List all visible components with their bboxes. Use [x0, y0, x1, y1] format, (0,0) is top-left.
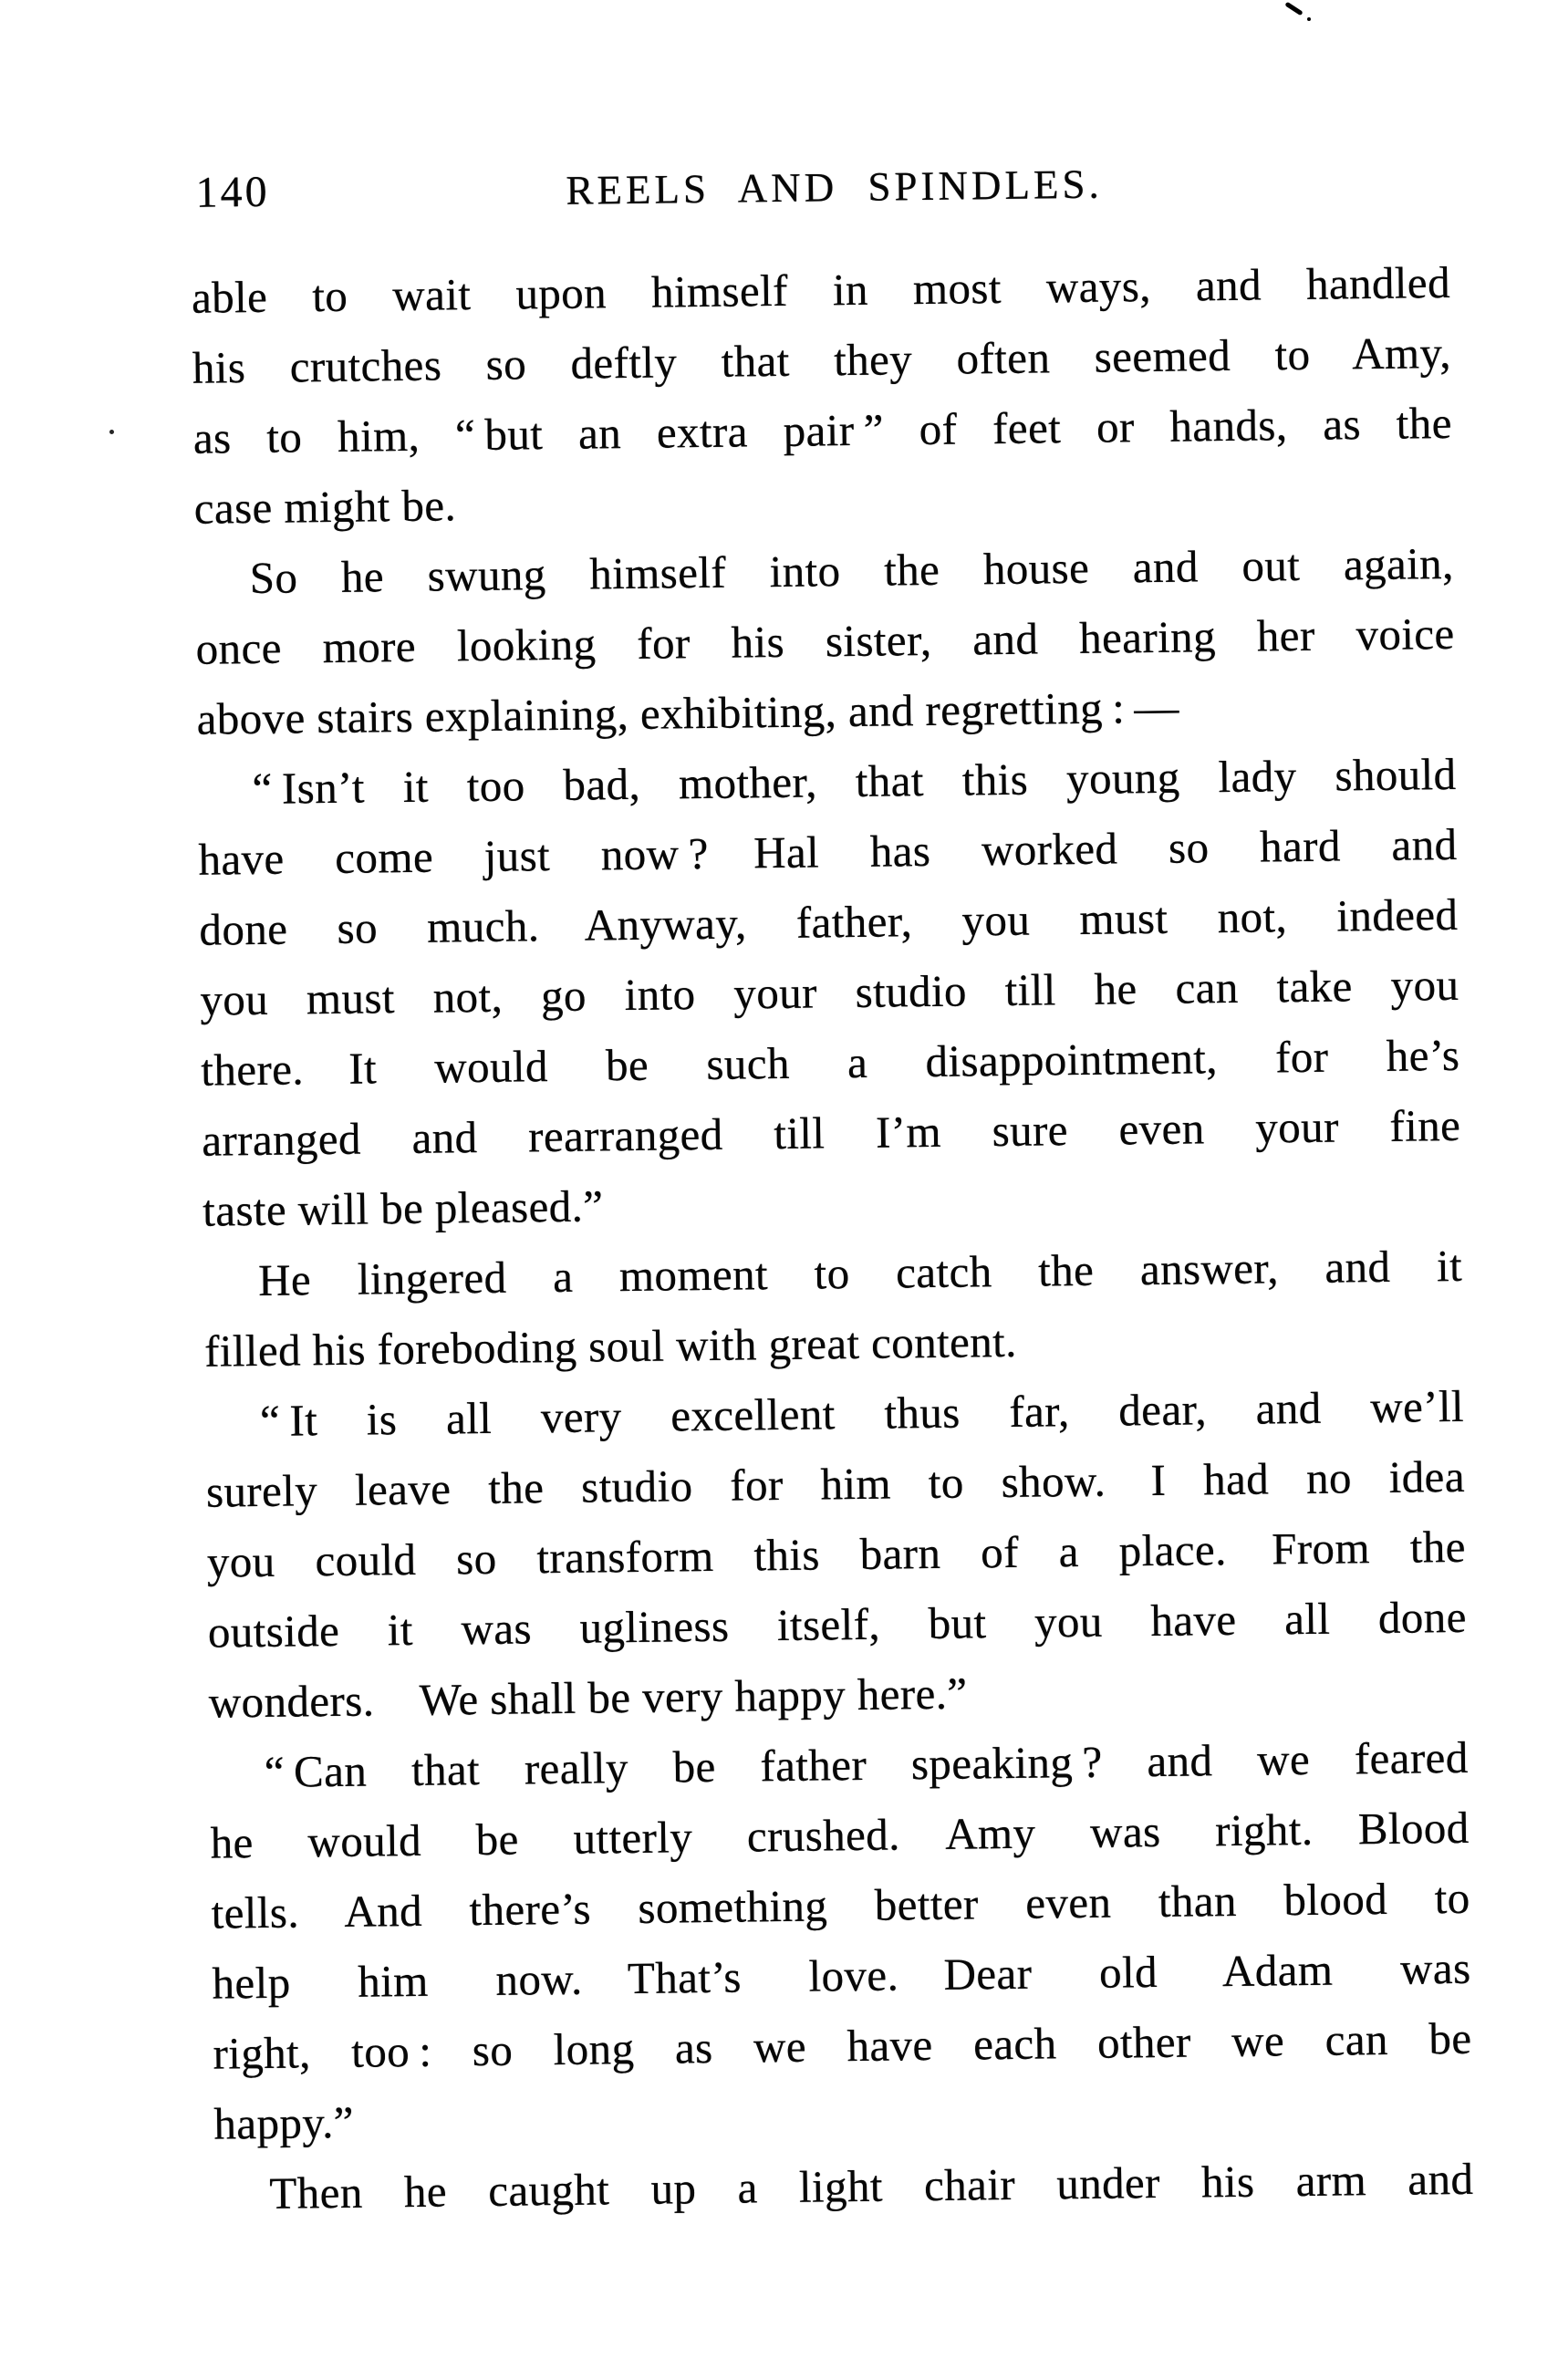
text-line: arranged and rearranged till I’m sure even your fine	[201, 1099, 1461, 1166]
text-line: you must not, go into your studio till he can take you	[200, 959, 1459, 1025]
text-line: So he swung himself into the house and out again,	[249, 537, 1454, 604]
text-line: filled his foreboding soul with great content.	[203, 1315, 1018, 1377]
scan-artifact-dot	[1307, 17, 1311, 21]
text-line: wonders. We shall be very happy here.”	[208, 1668, 968, 1728]
text-line: you could so transform this barn of a place. From the	[206, 1521, 1467, 1587]
text-line: tells. And there’s something better even than blood to	[211, 1872, 1470, 1938]
text-line: Then he caught up a light chair under his arm and	[269, 2153, 1474, 2219]
page-header	[190, 154, 1449, 221]
text-line: as to him, “ but an extra pair ” of feet or hands, as the	[192, 397, 1453, 463]
text-line: “ Isn’t it too bad, mother, that this young lady should	[252, 748, 1457, 815]
text-line: have come just now ? Hal has worked so hard and	[198, 818, 1458, 885]
text-line: his crutches so deftly that they often seemed to Amy,	[192, 327, 1452, 393]
text-line: “ Can that really be father speaking ? and we feared	[264, 1731, 1469, 1797]
scan-artifact-dot	[109, 430, 114, 434]
text-line: able to wait upon himself in most ways, and handled	[191, 256, 1451, 323]
text-line: happy.”	[213, 2096, 355, 2149]
text-line: He lingered a moment to catch the answer, and it	[257, 1240, 1463, 1305]
text-line: surely leave the studio for him to show. I had no idea	[205, 1450, 1466, 1517]
page-number: 140	[195, 167, 270, 217]
text-line: case might be.	[193, 480, 457, 534]
text-line: taste will be pleased.”	[202, 1180, 604, 1236]
text-line: right, too : so long as we have each other we can be	[213, 2012, 1472, 2079]
text-line: outside it was ugliness itself, but you have all done	[207, 1591, 1468, 1658]
text-line: “ It is all very excellent thus far, dear, and we’ll	[259, 1380, 1465, 1446]
text-line: once more looking for his sister, and hearing her voice	[195, 608, 1455, 674]
text-line: help him now. That’s love. Dear old Adam was	[212, 1942, 1471, 2009]
text-line: he would be utterly crushed. Amy was right. Blood	[210, 1802, 1470, 1868]
text-line: there. It would be such a disappointment, for he’s	[201, 1029, 1460, 1096]
page-lines	[192, 247, 1474, 2229]
text-line: done so much. Anyway, father, you must not, indeed	[199, 889, 1459, 955]
text-line: above stairs explaining, exhibiting, and regretting : —	[196, 681, 1180, 744]
running-title: REELS AND SPINDLES.	[566, 161, 1104, 213]
